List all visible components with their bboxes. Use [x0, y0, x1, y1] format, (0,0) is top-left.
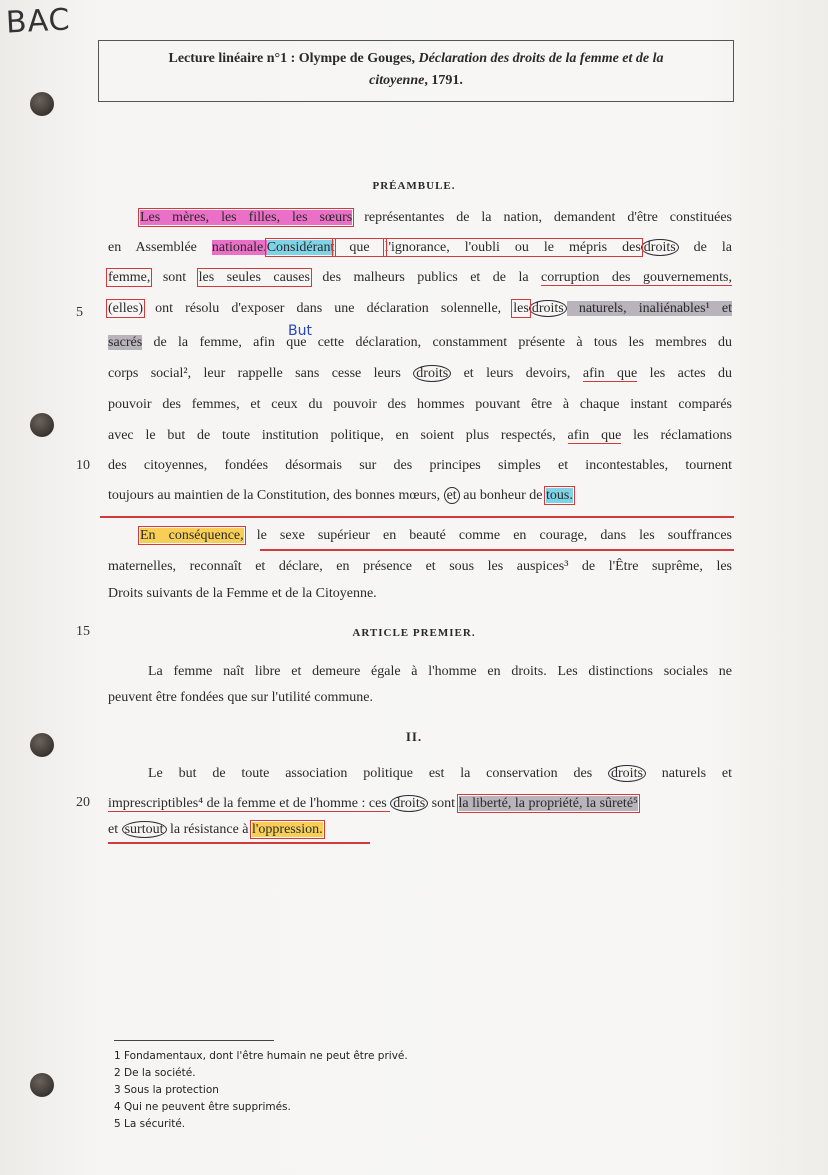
text-span: au bonheur de — [459, 488, 546, 503]
article-premier-heading: ARTICLE PREMIER. — [352, 627, 476, 639]
text-span: en Assemblée — [108, 240, 212, 255]
title-text: , 1791. — [424, 73, 463, 88]
text-line — [108, 428, 732, 444]
text-span: toujours au maintien de la Constitution, des bonnes mœurs, — [108, 488, 444, 503]
text-span: et — [108, 822, 122, 837]
text-span: avec le but de toute institution politique, en soient plus respectés, — [108, 428, 568, 443]
underlined-phrase: corruption des gouvernements, — [541, 270, 732, 285]
underline-mark — [260, 549, 734, 551]
text-span: les réclamations — [621, 428, 733, 443]
footnote: 3 Sous la protection — [114, 1084, 219, 1096]
text-line — [108, 270, 732, 286]
underlined-phrase: imprescriptibles⁴ de la femme et de l'homme : ces — [108, 796, 391, 811]
text-line — [108, 366, 732, 382]
circled-word: droits — [641, 239, 679, 256]
footnote: 4 Qui ne peuvent être supprimés. — [114, 1101, 291, 1113]
text-line — [148, 766, 732, 782]
footnote-rule — [114, 1040, 274, 1041]
margin-note: BAC — [5, 2, 72, 41]
highlighted-phrase: l'oppression. — [252, 822, 323, 837]
highlighted-phrase: naturels, inaliénables¹ et — [566, 301, 732, 316]
punch-hole — [30, 413, 54, 437]
text-span: les actes du — [637, 366, 733, 381]
handwritten-annotation: But — [288, 323, 312, 339]
text-span: la résistance à — [166, 822, 253, 837]
footnote: 5 La sécurité. — [114, 1118, 186, 1130]
separator-line — [100, 516, 734, 518]
line-number: 10 — [76, 458, 90, 473]
line-number: 20 — [76, 795, 90, 810]
text-span: sont — [150, 270, 199, 285]
footnote: 1 Fondamentaux, dont l'être humain ne peut être privé. — [114, 1050, 408, 1062]
boxed-phrase: femme, — [108, 270, 151, 285]
highlighted-phrase: Considérant — [266, 240, 335, 255]
text-span: sont — [428, 796, 459, 811]
text-span: ont résolu d'exposer dans une déclaration solennelle, — [142, 301, 514, 316]
text-span: de la — [678, 240, 732, 255]
text-span: naturels et — [645, 766, 732, 781]
underlined-phrase: afin que — [582, 366, 638, 381]
text-line: Droits suivants de la Femme et de la Citoyenne. — [108, 586, 377, 601]
text-span: corps social², leur rappelle sans cesse leurs — [108, 366, 414, 381]
text-line: maternelles, reconnaît et déclare, en présence et sous les auspices³ de l'Être suprême, les — [108, 559, 732, 574]
text-span: de la femme, afin que cette déclaration, constamment présente à tous les membres du — [142, 335, 732, 350]
text-span: des malheurs publics et de la — [309, 270, 542, 285]
text-line: La femme naît libre et demeure égale à l'homme en droits. Les distinctions sociales ne — [148, 664, 732, 679]
text-span: le sexe supérieur en beauté comme en courage, dans les souffrances — [243, 528, 732, 543]
highlighted-phrase: En conséquence, — [140, 528, 244, 543]
circled-word: droits — [390, 795, 428, 812]
circled-word: droits — [413, 365, 451, 382]
highlighted-phrase: sacrés — [108, 335, 143, 350]
text-span: représentantes de la nation, demandent d'être constituées — [352, 210, 732, 225]
text-line — [108, 335, 732, 351]
underline-mark — [108, 842, 370, 844]
text-line — [108, 240, 732, 256]
circled-word: droits — [529, 300, 567, 317]
circled-word: et — [444, 487, 460, 504]
line-number: 5 — [76, 305, 83, 320]
text-line — [108, 822, 732, 838]
punch-hole — [30, 1073, 54, 1097]
circled-word: surtout — [122, 821, 167, 838]
text-line — [108, 796, 732, 812]
boxed-phrase: (elles) — [108, 301, 143, 316]
text-line: des citoyennes, fondées désormais sur des principes simples et incontestables, tournent — [108, 458, 732, 473]
text-span: et leurs devoirs, — [451, 366, 583, 381]
text-span: Le but de toute association politique est la conservation des — [148, 766, 609, 781]
highlighted-phrase: tous. — [546, 488, 573, 503]
highlighted-phrase: nationale. — [211, 240, 267, 255]
circled-word: droits — [608, 765, 646, 782]
title-text: Lecture linéaire n°1 : Olympe de Gouges, — [168, 51, 419, 66]
boxed-phrase: que — [334, 240, 385, 255]
boxed-phrase: les — [513, 301, 529, 316]
title-text-italic: Déclaration des droits de la femme et de la — [418, 51, 664, 66]
text-line: pouvoir des femmes, et ceux du pouvoir des hommes pouvant être à chaque instant comparés — [108, 397, 732, 412]
article-2-heading: II. — [405, 729, 423, 744]
text-line — [140, 210, 732, 226]
preambule-heading: PRÉAMBULE. — [372, 180, 456, 192]
underlined-phrase: afin que — [567, 428, 622, 443]
line-number: 15 — [76, 624, 90, 639]
text-line: peuvent être fondées que sur l'utilité commune. — [108, 690, 373, 705]
boxed-phrase: les seules causes — [198, 270, 310, 285]
punch-hole — [30, 92, 54, 116]
title-text-italic: citoyenne — [369, 73, 425, 88]
footnote: 2 De la société. — [114, 1067, 196, 1079]
text-line — [108, 301, 732, 317]
text-line — [108, 488, 732, 504]
boxed-phrase: l'ignorance, l'oubli ou le mépris des — [384, 240, 641, 255]
highlighted-phrase: Les mères, les filles, les sœurs — [140, 210, 353, 225]
highlighted-phrase: la liberté, la propriété, la sûreté⁵ — [458, 796, 638, 811]
document-title — [98, 40, 734, 102]
text-line — [140, 528, 732, 544]
